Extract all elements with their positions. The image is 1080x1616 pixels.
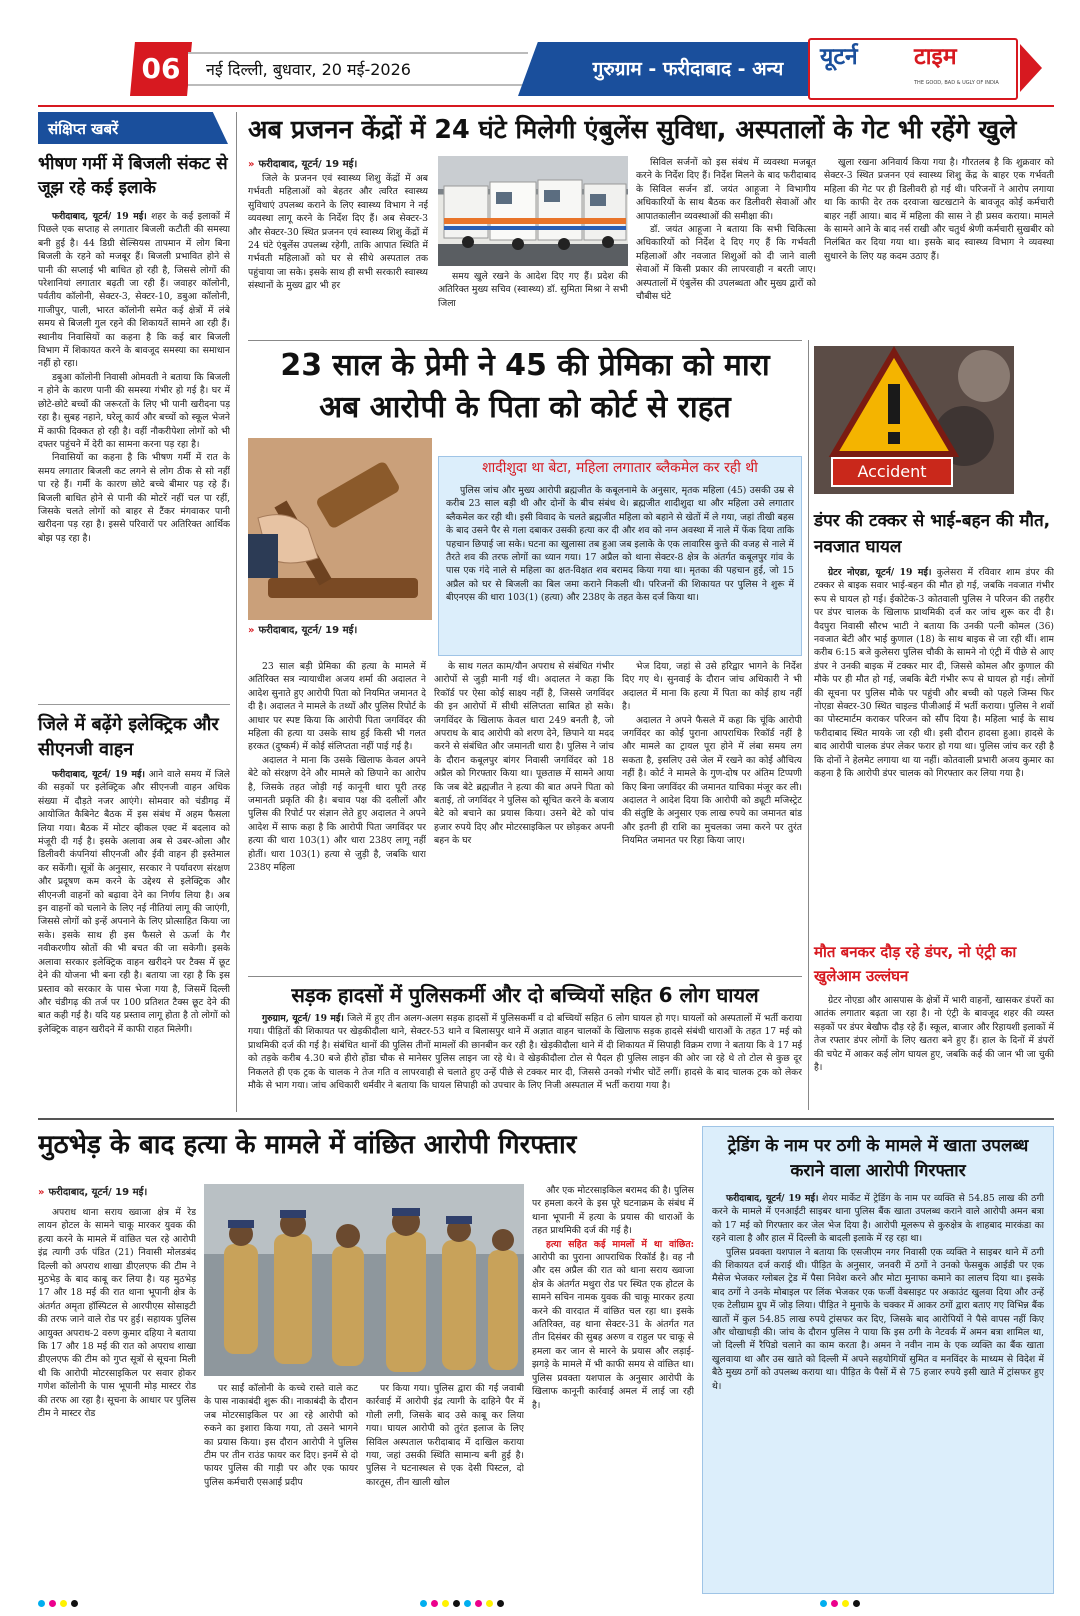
article5-col4a-text: और एक मोटरसाइकिल बरामद की है। पुलिस पर हमला करने के इस पूरे घटनाक्रम के संबंध में थाना भूपानी में हत्या के प्रयास की धाराओं के तहत प्राथमिकी दर्ज की गई है।	[532, 1185, 694, 1237]
article5-subheadline: हत्या सहित कई मामलों में था वांछित:	[546, 1238, 694, 1250]
article2-headline2: अब आरोपी के पिता को कोर्ट से राहत	[319, 390, 731, 425]
sidebar-story2-body	[38, 768, 230, 1110]
article2-byline: » फरीदाबाद, यूटर्न/ 19 मई।	[248, 625, 358, 636]
logo-tagline: THE GOOD, BAD & UGLY OF INDIA	[914, 80, 999, 86]
article1-col3	[636, 156, 816, 336]
logo	[808, 38, 1018, 100]
article2-col1-text: 23 साल बड़ी प्रेमिका की हत्या के मामले में अतिरिक्त सत्र न्यायाधीश अजय शर्मा की अदालत ने आदेश सुनाते हुए आरोपी पिता को नियमित जमानत दे दी है। अदालत ने मामले के तथ्यों और पुलिस रिपोर्ट के आधार पर स्पष्ट किया कि आरोपी पिता जगविंदर की महिला की हत्या या उसके साथ हुई किसी भी गलत हरकत (दुष्कर्म) में कोई संलिप्तता नहीं पाई गई है।	[248, 661, 426, 753]
sidebar-story1-dateline: फरीदाबाद, यूटर्न/ 19 मई।	[52, 211, 147, 222]
article5-col4	[532, 1184, 694, 1592]
article5-col1-text: अपराध थाना सराय ख्वाजा क्षेत्र में रेड लायन होटल के सामने चाकू मारकर युवक की हत्या करने के मामले में वांछित चल रहे आरोपी इंद्र त्यागी उर्फ पंडित (21) निवासी मोलडबंद दिल्ली को अपराध शाखा डीएलएफ की टीम ने मुठभेड़ के बाद काबू कर लिया है। यह मुठभेड़ 17 और 18 मई की रात थाना भूपानी क्षेत्र के अंतर्गत अमृता हॉस्पिटल से आरपीएस सोसाइटी की तरफ जाने वाले रोड पर हुई। सहायक पुलिस आयुक्त अपराध-2 वरुण कुमार दहिया ने बताया कि 17 और 18 मई की रात को अपराध शाखा डीएलएफ की टीम को गुप्त सूत्रों से सूचना मिली थी कि आरोपी मोटरसाइकिल पर सवार होकर गणेश कॉलोनी के पास भूपानी मोड़ मास्टर रोड की तरफ आ रहा है। सूचना के आधार पर पुलिस टीम ने मास्टर रोड	[38, 1207, 196, 1420]
article1-col4-text: खुला रखना अनिवार्य किया गया है। गौरतलब है कि शुक्रवार को सेक्टर-3 स्थित प्रजनन एवं स्वास्थ्य शिशु केंद्र के बाहर एक गर्भवती महिला की गेट पर ही डिलीवरी हो गई थी। परिजनों ने आरोप लगाया था कि काफी देर तक दरवाजा खटखटाने के बावजूद कोई कर्मचारी बाहर नहीं आया। बाद में महिला की सास ने ही प्रसव कराया। मामले के सामने आने के बाद नर्स राखी और चतुर्थ श्रेणी कर्मचारी सुखबीर को निलंबित कर दिया गया था। इसके बाद स्वास्थ्य विभाग ने व्यवस्था सुधारने के लिए यह कदम उठाए हैं।	[824, 157, 1054, 262]
sidebar-divider	[38, 704, 230, 705]
article5-col4b-text: आरोपी का पुराना आपराधिक रिकॉर्ड है। वह नौ और दस अप्रैल की रात को थाना सराय ख्वाजा क्षेत्र के अंतर्गत मथुरा रोड पर स्थित एक होटल के सामने सचिन नामक युवक की चाकू मारकर हत्या करने की वारदात में वांछित चल रहा था। इसके अतिरिक्त, वह थाना सेक्टर-31 के अंतर्गत गत तीन दिसंबर की सुबह अरुण व राहुल पर चाकू से हमला कर जान से मारने के प्रयास और लड़ाई-झगड़े के मामले में भी काफी समय से वांछित था। पुलिस प्रवक्ता यशपाल के अनुसार आरोपी के खिलाफ कानूनी कार्रवाई अमल में लाई जा रही है।	[532, 1252, 694, 1411]
accident-photo	[814, 346, 1014, 494]
article2-subheadline: शादीशुदा था बेटा, महिला लगातार ब्लैकमेल कर रही थी	[482, 460, 758, 476]
page-header	[38, 38, 1054, 100]
article5-col2	[204, 1382, 358, 1592]
article5-col1	[38, 1206, 196, 1592]
article1-col2	[438, 270, 628, 336]
article1-headline: अब प्रजनन केंद्रों में 24 घंटे मिलेगी एंबुलेंस सुविधा, अस्पतालों के गेट भी रहेंगे खुले	[248, 115, 1017, 145]
article2-col2-text: के साथ गलत काम/यौन अपराध से संबंधित गंभीर आरोपों से जुड़ी मानी गई थी। अदालत ने कहा कि रिकॉर्ड पर ऐसा कोई साक्ष्य नहीं है, जिससे जगविंदर की इन आरोपों में सीधी संलिप्तता साबित हो सके। जगविंदर के खिलाफ केवल धारा 249 बनती है, जो अपराध के बाद आरोपी को शरण देने, छिपाने या मदद करने से संबंधित और जमानती धारा है। पुलिस ने जांच के दौरान कबूलपुर बांगर निवासी जगविंदर को 18 अप्रैल को गिरफ्तार किया था। पूछताछ में सामने आया कि जब बेटे ब्रह्मजीत ने हत्या की बात अपने पिता को बताई, तो जगविंदर ने पुलिस को सूचित करने के बजाय बेटे को बचाने का प्रयास किया। उसने बेटे को पांच हजार रुपये दिए और मोटरसाइकिल पर छोड़कर अपनी बहन के घर	[434, 661, 614, 847]
sidebar-story2-p1: आने वाले समय में जिले की सड़कों पर इलेक्ट्रिक और सीएनजी वाहन अधिक संख्या में दौड़ते नजर आएंगे। सोमवार को चंडीगढ़ में आयोजित कैबिनेट बैठक में इस संबंध में अहम फैसला लिया गया। बैठक में मोटर व्हीकल एक्ट में बदलाव को मंजूरी दी गई है। इसके अलावा अब से उबर-ओला और डिलीवरी कंपनियां सीएनजी और ईवी वाहन ही इस्तेमाल कर सकेंगी। सूत्रों के अनुसार, सरकार ने पर्यावरण संरक्षण और प्रदूषण कम करने के उद्देश्य से इलेक्ट्रिक और सीएनजी वाहनों को बढ़ावा देने का निर्णय लिया है। अब इन वाहनों को चलाने के लिए नई नीतियां लागू की जाएंगी, जिससे लोगों को इन्हें अपनाने के लिए प्रोत्साहित किया जा सके। इसके साथ ही इस फैसले से ऊर्जा के गैर नवीकरणीय स्रोतों की भी बचत की जा सकेगी। इसके अलावा सरकार इलेक्ट्रिक वाहन खरीदने पर टैक्स में छूट देने की योजना भी बना रही है। बताया जा रहा है कि इस प्रस्ताव को सरकार के पास भेजा गया है, जिसमें दिल्ली और चंडीगढ़ की तर्ज पर 100 प्रतिशत टैक्स छूट देने की बात कही गई है। यदि यह प्रस्ताव लागू होता है तो लोगों को इलेक्ट्रिक वाहन खरीदने में काफी राहत मिलेगी।	[38, 769, 230, 1035]
article1-col3b-text: डॉ. जयंत आहूजा ने बताया कि सभी चिकित्सा अधिकारियों को निर्देश दे दिए गए हैं कि गर्भवती महिलाओं और नवजात शिशुओं को दी जाने वाली सेवाओं में किसी प्रकार की लापरवाही न बरती जाए। अस्पतालों में एंबुलेंस की उपलब्धता और मुख्य द्वारों को चौबीस घंटे	[636, 224, 816, 303]
article2-box-paragraph: पुलिस जांच और मुख्य आरोपी ब्रह्मजीत के कबूलनामे के अनुसार, मृतक महिला (45) उसकी उम्र से करीब 23 साल बड़ी थी और दोनों के बीच संबंध थे। ब्रह्मजीत शादीशुदा था और महिला उसे लगातार ब्लैकमेल कर रही थी। इसी विवाद के चलते ब्रह्मजीत महिला को बहाने से खेतों में ले गया, जहां तीखी बहस के बाद उसने पैर से गला दबाकर उसकी हत्या कर दी और शव को नग्न अवस्था में नाले में फेंक दिया ताकि पहचान छिपाई जा सके। घटना का खुलासा तब हुआ जब इलाके के एक लावारिस कुत्ते की वजह से नाले में तैरते शव की तरफ लोगों का ध्यान गया। 17 अप्रैल को थाना सेक्टर-8 क्षेत्र के अंतर्गत कबूलपुर गांव के पास एक गंदे नाले से महिला का क्षत-विक्षत शव बरामद किया गया था। मृतका की पहचान हुई, जो 15 अप्रैल को घर से बिजली का बिल जमा कराने निकली थी। परिजनों की शिकायत पर पुलिस ने शुरू में बीएनएस की धारा 103(1) (हत्या) और 238ए के तहत केस दर्ज किया था।	[446, 485, 794, 604]
article5-col4-sub-para	[532, 1238, 694, 1412]
article2-dateline: फरीदाबाद, यूटर्न/ 19 मई।	[258, 625, 358, 636]
ambulance-photo	[438, 156, 628, 266]
sidebar-label: संक्षिप्त खबरें	[48, 120, 119, 138]
arrow-icon	[1020, 44, 1042, 92]
header-rule	[38, 105, 1054, 107]
logo-part-b: टाइम	[914, 44, 957, 70]
gavel-photo	[248, 438, 432, 620]
article4-dateline: गुरुग्राम, यूटर्न/ 19 मई।	[262, 1013, 344, 1024]
article1-byline: » फरीदाबाद, यूटर्न/ 19 मई।	[248, 159, 358, 170]
article5-col3	[366, 1382, 524, 1592]
article3-body2	[814, 994, 1054, 1110]
article1-col1-text: जिले के प्रजनन एवं स्वास्थ्य शिशु केंद्रों में अब गर्भवती महिलाओं को बेहतर और त्वरित स्वास्थ्य सुविधाएं उपलब्ध कराने के लिए स्वास्थ्य विभाग ने नई व्यवस्था लागू करने के निर्देश दिए हैं। अब सेक्टर-3 और सेक्टर-30 स्थित प्रजनन एवं स्वास्थ्य शिशु केंद्रों में 24 घंटे एंबुलेंस उपलब्ध रहेगी, ताकि आपात स्थिति में गर्भवती महिलाओं को घर से सीधे अस्पताल तक पहुंचाया जा सके। इसके साथ ही सभी सरकारी स्वास्थ्य संस्थानों के मुख्य द्वार भी हर	[248, 173, 428, 292]
registration-dots-right	[820, 1600, 860, 1607]
sidebar-story2-dateline: फरीदाबाद, यूटर्न/ 19 मई।	[52, 769, 146, 780]
article1-col1	[248, 172, 428, 336]
article2-col1	[248, 660, 426, 972]
article3-body	[814, 566, 1054, 938]
article1-col4	[824, 156, 1054, 336]
article5-byline: » फरीदाबाद, यूटर्न/ 19 मई।	[38, 1187, 148, 1198]
article2-col2	[434, 660, 614, 972]
article3-headline: डंपर की टक्कर से भाई-बहन की मौत, नवजात घायल	[814, 511, 1051, 557]
article5-headline: मुठभेड़ के बाद हत्या के मामले में वांछित आरोपी गिरफ्तार	[38, 1130, 577, 1160]
gavel-icon	[248, 438, 432, 620]
article4-body	[248, 1012, 802, 1110]
article2-box-text	[446, 484, 794, 654]
registration-dots-left	[38, 1600, 78, 1607]
bottom-rule	[38, 1118, 1054, 1120]
article6-headline: ट्रेडिंग के नाम पर ठगी के मामले में खाता उपलब्ध कराने वाला आरोपी गिरफ्तार	[727, 1136, 1029, 1181]
registration-dots-mid	[420, 1600, 504, 1607]
article1-dateline: फरीदाबाद, यूटर्न/ 19 मई।	[258, 159, 358, 170]
sidebar-story1-p2: डबुआ कॉलोनी निवासी ओमवती ने बताया कि बिजली न होने के कारण पानी की समस्या गंभीर हो गई है। घर में छोटे-छोटे बच्चों की जरूरतों के लिए भी पानी खरीदना पड़ रहा है। सुबह नहाने, घरेलू कार्य और बच्चों को स्कूल भेजने में काफी दिक्कत हो रही है। वहीं नौकरीपेशा लोगों को भी दफ्तर पहुंचने में देरी का सामना करना पड़ रहा है।	[38, 371, 230, 450]
article4-p1: जिले में हुए तीन अलग-अलग सड़क हादसों में पुलिसकर्मी व दो बच्चियों सहित 6 लोग घायल हो गए। घायलों को अस्पतालों में भर्ती कराया गया। पीड़ितों की शिकायत पर खेड़कीदौला थाने, सेक्टर-53 थाने व बिलासपुर थाने में अज्ञात वाहन चालकों के खिलाफ सड़क हादसे संबंधी धाराओं के तहत 17 मई को प्राथमिकी दर्ज की गई है। संबंधित थानों की पुलिस तीनों मामलों की छानबीन कर रही है। खेड़कीदौला थाने में दी शिकायत में सिपाही विक्रम राणा ने बताया कि वे 17 मई को तड़के करीब 4.30 बजे हीरो होंडा चौक से मानेसर पुलिस लाइन जा रहे थे। वे खेड़कीदौला टोल से पैदल ही पुलिस लाइन की ओर जा रहे थे तो टोल से कुछ दूर निकलते ही एक ट्रक के चालक ने तेज गति व लापरवाही से चलाते हुए उन्हें पीछे से टक्कर मार दी, जिससे उनको गंभीर चोटें लगीं। हादसे के बाद चालक ट्रक को लेकर मौके से भाग गया। जांच अधिकारी धर्मवीर ने बताया कि घायल सिपाही को उपचार के लिए निजी अस्पताल में भर्ती कराया गया है।	[248, 1013, 802, 1092]
sidebar-story1-p3: निवासियों का कहना है कि भीषण गर्मी में रात के समय लगातार बिजली कट लगने से लोग ठीक से सो नहीं पा रहे हैं। गर्मी के कारण छोटे बच्चे बीमार पड़ रहे हैं। बिजली बाधित होने से पानी की मोटरें नहीं चल पा रहीं, जिसके चलते लोगों को बाहर से टैंकर मंगवाकर पानी खरीदना पड़ रहा है। इससे परिवारों पर अतिरिक्त आर्थिक बोझ पड़ रहा है।	[38, 452, 230, 544]
article5-col2-text: पर साईं कॉलोनी के कच्चे रास्ते वाले कट के पास नाकाबंदी शुरू की। नाकाबंदी के दौरान जब मोटरसाइकिल पर आ रहे आरोपी को रुकने का इशारा किया गया, तो उसने भागने का प्रयास किया। इस दौरान आरोपी ने पुलिस टीम पर तीन राउंड फायर कर दिए। इनमें से दो फायर पुलिस की गाड़ी पर और एक फायर पुलिस कर्मचारी एसआई प्रदीप	[204, 1383, 358, 1488]
column-rule-right	[808, 340, 809, 1110]
police-photo	[204, 1184, 524, 1376]
sidebar-rule	[236, 112, 237, 1112]
sidebar-story1-p1: शहर के कई इलाकों में पिछले एक सप्ताह से लगातार बिजली कटौती की समस्या बनी हुई है। 44 डिग्री सेल्सियस तापमान में लोग बिना बिजली के रहने को मजबूर हैं। बिजली प्रभावित होने से पानी की सप्लाई भी बाधित हो रही है, जिससे लोगों की परेशानियां लगातार बढ़ती जा रही हैं। जवाहर कॉलोनी, पर्वतीय कॉलोनी, सेक्टर-3, सेक्टर-10, डबुआ कॉलोनी, गाजीपुर, पाली, भारत कॉलोनी समेत कई क्षेत्रों में लंबे समय से बिजली गुल रहने की शिकायतें सामने आ रही हैं। स्थानीय निवासियों का कहना है कि कई बार बिजली विभाग में शिकायत करने के बावजूद समस्या का समाधान नहीं हो रहा।	[38, 211, 230, 370]
article6-dateline: फरीदाबाद, यूटर्न/ 19 मई।	[726, 1193, 819, 1204]
article2-col3b-text: अदालत ने अपने फैसले में कहा कि चूंकि आरोपी जगविंदर का कोई पुराना आपराधिक रिकॉर्ड नहीं है और मामले का ट्रायल पूरा होने में लंबा समय लग सकता है, इसलिए उसे जेल में रखने का कोई औचित्य नहीं है। कोर्ट ने मामले के गुण-दोष पर अंतिम टिप्पणी किए बिना जगविंदर की जमानत याचिका मंजूर कर ली। अदालत ने आदेश दिया कि आरोपी को ड्यूटी मजिस्ट्रेट की संतुष्टि के अनुसार एक लाख रुपये का जमानत बांड और इतनी ही राशि का मुचलका जमा करने पर तुरंत नियमित जमानत पर रिहा किया जाए।	[622, 714, 802, 847]
article2-col3	[622, 660, 802, 972]
article2-col3-text: भेज दिया, जहां से उसे हरिद्वार भागने के निर्देश दिए गए थे। सुनवाई के दौरान जांच अधिकारी ने भी अदालत में माना कि हत्या में पिता का कोई हाथ नहीं है।	[622, 661, 802, 713]
accident-label: Accident	[857, 462, 927, 481]
sidebar-story1-body	[38, 210, 230, 698]
article4-headline: सड़क हादसों में पुलिसकर्मी और दो बच्चियों सहित 6 लोग घायल	[291, 983, 759, 1007]
sidebar-story1-headline: भीषण गर्मी में बिजली संकट से जूझ रहे कई इलाके	[38, 154, 228, 198]
article1-col3-text: सिविल सर्जनों को इस संबंध में व्यवस्था मजबूत करने के निर्देश दिए हैं। निर्देश मिलने के बाद फरीदाबाद के सिविल सर्जन डॉ. जयंत आहूजा ने विभागीय अधिकारियों के साथ बैठक कर डिलीवरी सेवाओं और आपातकालीन व्यवस्थाओं की समीक्षा की।	[636, 157, 816, 222]
article6-p1: शेयर मार्केट में ट्रेडिंग के नाम पर व्यक्ति से 54.85 लाख की ठगी करने के मामले में एनआईटी साइबर थाना पुलिस बैंक खाता उपलब्ध कराने वाले आरोपी अमन बत्रा को 17 मई को गिरफ्तार कर जेल भेज दिया है। आरोपी मूलरूप से कुरुक्षेत्र के शाहबाद मारकंडा का रहने वाला है और हाल में दिल्ली के बादली इलाके में रह रहा था।	[712, 1193, 1044, 1245]
article1-col2-text: समय खुले रखने के आदेश दिए गए हैं। प्रदेश की अतिरिक्त मुख्य सचिव (स्वास्थ्य) डॉ. सुमिता मिश्रा ने सभी जिला	[438, 271, 628, 309]
article4-rule	[248, 976, 802, 977]
article3-dateline: ग्रेटर नोएडा, यूटर्न/ 19 मई।	[828, 567, 932, 578]
sidebar-story2-headline: जिले में बढ़ेंगे इलेक्ट्रिक और सीएनजी वाहन	[38, 714, 219, 760]
section-title: गुरुग्राम - फरीदाबाद - अन्य	[592, 58, 784, 80]
article3-p1: कुलेसरा में रविवार शाम डंपर की टक्कर से बाइक सवार भाई-बहन की मौत हो गई, जबकि नवजात गंभीर रूप से घायल हो गई। ईकोटेक-3 कोतवाली पुलिस ने परिजन की तहरीर पर डंपर चालक के खिलाफ प्राथमिकी दर्ज कर जांच शुरू कर दी है। वैदपुरा निवासी सौरभ भाटी ने बताया कि उनकी पत्नी कोमल (36) नवजात बेटी और भाई कुणाल (18) के साथ बाइक से जा रही थीं। शाम करीब 6:15 बजे कुलेसरा पुलिस चौकी के सामने नो एंट्री में पीछे से आए डंपर ने उनकी बाइक में टक्कर मार दी, जिससे कोमल और कुणाल की मौके पर ही मौत हो गई, जबकि बेटी गंभीर रूप से घायल हो गई। लोगों की सूचना पर पुलिस मौके पर पहुंची और बच्ची को पहले जिम्स फिर नोएडा सेक्टर-30 स्थित चाइल्ड पीजीआई में भर्ती कराया। पुलिस ने शवों का पोस्टमार्टम कराकर परिजन को सौंप दिया है। महिला भाई के साथ फरीदाबाद स्थित मायके जा रही थी। इसी दौरान हादसा हुआ। हादसे के बाद आरोपी चालक डंपर लेकर फरार हो गया था। पुलिस जांच कर रही है कि दोनों ने हेलमेट लगाया था या नहीं। कोतवाली प्रभारी अजय कुमार का कहना है कि आरोपी डंपर चालक को गिरफ्तार कर लिया गया है।	[814, 567, 1054, 780]
article2-col1b-text: अदालत ने माना कि उसके खिलाफ केवल अपने बेटे को संरक्षण देने और मामले को छिपाने का आरोप है, जिसके तहत जोड़ी गई कानूनी धारा पूरी तरह जमानती प्रकृति की है। बचाव पक्ष की दलीलों और पुलिस की रिपोर्ट पर संज्ञान लेते हुए अदालत ने अपने आदेश में साफ कहा है कि आरोपी पिता जगविंदर पर हत्या की धारा 103(1) और धारा 238ए लागू नहीं होतीं। धारा 103(1) हत्या से जुड़ी है, जबकि धारा 238ए महिला	[248, 754, 426, 874]
page-number-text: 06	[141, 52, 181, 85]
article5-col3-text: पर किया गया। पुलिस द्वारा की गई जवाबी कार्रवाई में आरोपी इंद्र त्यागी के दाहिने पैर में गोली लगी, जिसके बाद उसे काबू कर लिया गया। घायल आरोपी को तुरंत इलाज के लिए सिविल अस्पताल फरीदाबाद में दाखिल कराया गया, जहां उसकी स्थिति सामान्य बनी हुई है। पुलिस ने घटनास्थल से एक देसी पिस्टल, दो कारतूस, तीन खाली खोल	[366, 1383, 524, 1488]
article6-body	[712, 1192, 1044, 1588]
article3-p2: ग्रेटर नोएडा और आसपास के क्षेत्रों में भारी वाहनों, खासकर डंपरों का आतंक लगातार बढ़ता जा रहा है। नो एंट्री के बावजूद शहर की व्यस्त सड़कों पर डंपर बेखौफ दौड़ रहे हैं। स्कूल, बाजार और रिहायशी इलाकों में तेज रफ्तार डंपर लोगों के लिए खतरा बने हुए हैं। हाल के दिनों में डंपरों की चपेट में आकर कई लोग घायल हुए, जबकि कई की जान भी जा चुकी है।	[814, 995, 1054, 1074]
dateline: नई दिल्ली, बुधवार, 20 मई-2026	[206, 60, 411, 79]
logo-part-a: यूटर्न	[820, 44, 858, 70]
article3-subheadline: मौत बनकर दौड़ रहे डंपर, नो एंट्री का खुलेआम उल्लंघन	[814, 943, 1017, 985]
article1-rule	[248, 340, 802, 341]
article5-dateline: फरीदाबाद, यूटर्न/ 19 मई।	[48, 1187, 148, 1198]
article2-headline1: 23 साल के प्रेमी ने 45 की प्रेमिका को मारा	[280, 348, 770, 383]
article6-p2: पुलिस प्रवक्ता यशपाल ने बताया कि एसजीएम नगर निवासी एक व्यक्ति ने साइबर थाने में ठगी की शिकायत दर्ज कराई थी। पीड़ित के अनुसार, जनवरी में ठगों ने उनको फेसबुक आईडी पर एक मैसेज भेजकर ग्लोबल ट्रेड में पैसा निवेश करने और मोटा मुनाफा कमाने का लालच दिया था। इसके बाद ठगों ने उनके मोबाइल पर लिंक भेजकर एक फर्जी वेबसाइट पर अकाउंट खुलवा दिया और उन्हें एक टेलीग्राम ग्रुप में जोड़ लिया। पीड़ित ने मुनाफे के चक्कर में आकर ठगों द्वारा बताए गए विभिन्न बैंक खातों में कुल 54.85 लाख रुपये ट्रांसफर कर दिए, जिसके बाद आरोपियों ने पैसे वापस नहीं किए और धोखाधड़ी की। जांच के दौरान पुलिस ने पाया कि इस ठगी के नेटवर्क में अमन बत्रा शामिल था, जो दिल्ली में रैपिडो चलाने का काम करता है। अमन ने नवीन नाम के एक व्यक्ति का बैंक खाता खुलवाया था और उस खाते को दिल्ली में अपने सहयोगियों सुमित व मनविंदर के माध्यम से विदेश में बैठे मुख्य ठगों को उपलब्ध कराया था। पीड़ित के पैसों में से 75 हजार रुपये इसी खाते में ट्रांसफर हुए थे।	[712, 1246, 1044, 1392]
